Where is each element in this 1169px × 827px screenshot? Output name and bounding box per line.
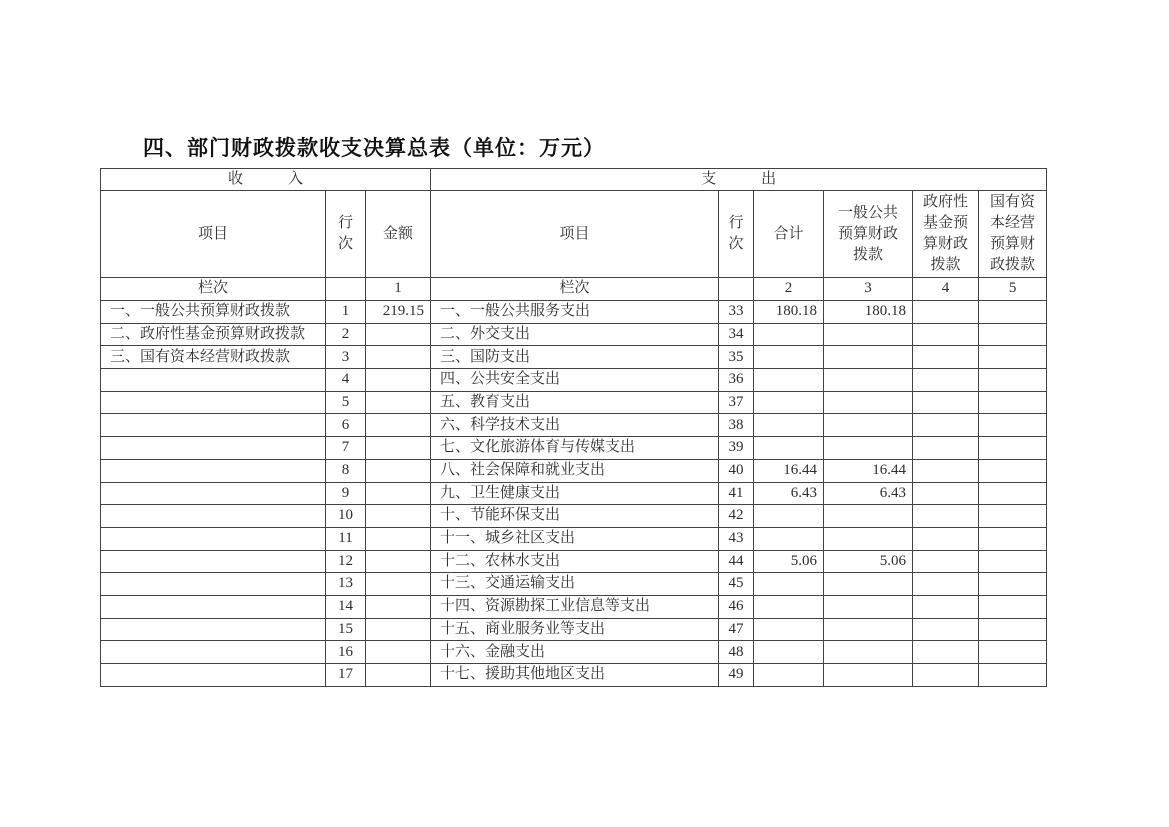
expense-item-cell: 四、公共安全支出	[431, 369, 719, 392]
table-row	[101, 391, 1047, 414]
income-item-cell	[101, 459, 326, 482]
income-item-cell	[101, 664, 326, 687]
expense-gov-fund-cell	[913, 391, 979, 414]
expense-total-cell: 16.44	[754, 459, 824, 482]
expense-item-cell: 十二、农林水支出	[431, 550, 719, 573]
expense-state-capital-cell	[979, 301, 1047, 324]
expense-item-cell: 十七、援助其他地区支出	[431, 664, 719, 687]
expense-state-capital-cell	[979, 414, 1047, 437]
expense-total-cell	[754, 323, 824, 346]
expense-item-cell: 三、国防支出	[431, 346, 719, 369]
expense-item-cell: 九、卫生健康支出	[431, 482, 719, 505]
income-amount-cell	[366, 618, 431, 641]
expense-general-budget-cell	[824, 437, 913, 460]
expense-general-budget-cell	[824, 664, 913, 687]
expense-gov-fund-cell	[913, 573, 979, 596]
income-item-cell	[101, 573, 326, 596]
column-index-row	[101, 278, 1047, 301]
expense-state-capital-cell	[979, 527, 1047, 550]
income-amount-header	[366, 191, 431, 278]
table-row	[101, 573, 1047, 596]
income-item-header-label: 项目	[197, 225, 228, 242]
income-line-cell: 12	[326, 550, 366, 573]
expense-gov-fund-cell	[913, 369, 979, 392]
expense-total-cell	[754, 346, 824, 369]
expense-total-cell	[754, 369, 824, 392]
income-line-cell: 11	[326, 527, 366, 550]
expense-item-cell: 十五、商业服务业等支出	[431, 618, 719, 641]
expense-gov-fund-cell	[913, 505, 979, 528]
income-amount-cell	[366, 391, 431, 414]
income-item-cell	[101, 550, 326, 573]
expense-general-index-cell: 3	[824, 278, 913, 301]
table-row	[101, 664, 1047, 687]
income-section-header: 收 入	[101, 169, 431, 191]
expense-total-header-label: 合计	[773, 225, 804, 242]
expense-line-cell: 46	[719, 595, 754, 618]
expense-general-budget-cell	[824, 505, 913, 528]
expense-gov-fund-cell	[913, 437, 979, 460]
expense-statecap-index-cell: 5	[979, 278, 1047, 301]
expense-line-cell: 36	[719, 369, 754, 392]
income-line-cell: 10	[326, 505, 366, 528]
table-row	[101, 550, 1047, 573]
table-row	[101, 414, 1047, 437]
expense-state-capital-cell	[979, 391, 1047, 414]
income-item-cell: 三、国有资本经营财政拨款	[101, 346, 326, 369]
expense-item-header	[431, 191, 719, 278]
income-line-cell: 1	[326, 301, 366, 324]
income-amount-cell: 219.15	[366, 301, 431, 324]
income-amount-cell	[366, 323, 431, 346]
expense-state-capital-cell	[979, 346, 1047, 369]
income-amount-cell	[366, 346, 431, 369]
income-line-cell: 4	[326, 369, 366, 392]
income-amount-cell	[366, 641, 431, 664]
expense-total-cell	[754, 595, 824, 618]
expense-line-cell: 40	[719, 459, 754, 482]
fiscal-table	[100, 168, 1047, 687]
income-line-cell: 15	[326, 618, 366, 641]
expense-gov-fund-cell	[913, 664, 979, 687]
expense-state-capital-header-label: 国有资本经营预算财政拨款	[990, 194, 1036, 273]
expense-total-cell: 180.18	[754, 301, 824, 324]
expense-item-cell: 七、文化旅游体育与传媒支出	[431, 437, 719, 460]
expense-total-cell	[754, 527, 824, 550]
income-amount-cell	[366, 550, 431, 573]
expense-gov-fund-cell	[913, 459, 979, 482]
income-index-label-cell: 栏次	[101, 278, 326, 301]
expense-item-cell: 二、外交支出	[431, 323, 719, 346]
expense-gov-fund-cell	[913, 323, 979, 346]
expense-state-capital-cell	[979, 641, 1047, 664]
expense-general-budget-cell	[824, 391, 913, 414]
page-title: 四、部门财政拨款收支决算总表（单位：万元）	[143, 137, 605, 160]
income-line-cell: 17	[326, 664, 366, 687]
income-item-cell	[101, 369, 326, 392]
expense-total-cell: 6.43	[754, 482, 824, 505]
expense-line-index-cell	[719, 278, 754, 301]
expense-total-cell	[754, 505, 824, 528]
expense-state-capital-cell	[979, 369, 1047, 392]
expense-general-budget-cell: 16.44	[824, 459, 913, 482]
expense-gov-fund-header-label: 政府性基金预算财政拨款	[923, 194, 969, 273]
income-item-cell: 一、一般公共预算财政拨款	[101, 301, 326, 324]
section-header-row	[101, 169, 1047, 191]
income-line-index-cell	[326, 278, 366, 301]
table-row	[101, 346, 1047, 369]
expense-total-index-cell: 2	[754, 278, 824, 301]
expense-section-header: 支 出	[431, 169, 1047, 191]
income-amount-cell	[366, 664, 431, 687]
expense-line-cell: 37	[719, 391, 754, 414]
income-line-cell: 13	[326, 573, 366, 596]
expense-line-cell: 42	[719, 505, 754, 528]
table-row	[101, 459, 1047, 482]
expense-state-capital-cell	[979, 595, 1047, 618]
expense-item-cell: 五、教育支出	[431, 391, 719, 414]
table-row	[101, 323, 1047, 346]
expense-gov-fund-cell	[913, 618, 979, 641]
income-line-cell: 14	[326, 595, 366, 618]
income-line-cell: 16	[326, 641, 366, 664]
expense-line-cell: 41	[719, 482, 754, 505]
income-amount-cell	[366, 573, 431, 596]
expense-general-budget-header	[824, 191, 913, 278]
income-item-cell	[101, 391, 326, 414]
expense-item-cell: 十四、资源勘探工业信息等支出	[431, 595, 719, 618]
expense-line-cell: 35	[719, 346, 754, 369]
income-line-header	[326, 191, 366, 278]
income-line-cell: 6	[326, 414, 366, 437]
expense-general-budget-cell	[824, 527, 913, 550]
expense-state-capital-cell	[979, 550, 1047, 573]
expense-line-header-label: 行次	[728, 215, 744, 252]
expense-total-cell	[754, 414, 824, 437]
expense-item-cell: 一、一般公共服务支出	[431, 301, 719, 324]
expense-line-cell: 45	[719, 573, 754, 596]
income-amount-cell	[366, 527, 431, 550]
expense-state-capital-cell	[979, 323, 1047, 346]
table-row	[101, 301, 1047, 324]
income-amount-cell	[366, 482, 431, 505]
income-item-cell	[101, 482, 326, 505]
income-item-cell: 二、政府性基金预算财政拨款	[101, 323, 326, 346]
expense-index-label-cell: 栏次	[431, 278, 719, 301]
table-row	[101, 641, 1047, 664]
expense-state-capital-cell	[979, 505, 1047, 528]
expense-general-budget-cell	[824, 369, 913, 392]
expense-line-cell: 48	[719, 641, 754, 664]
income-item-cell	[101, 505, 326, 528]
expense-line-cell: 47	[719, 618, 754, 641]
expense-item-cell: 十一、城乡社区支出	[431, 527, 719, 550]
expense-general-budget-cell	[824, 573, 913, 596]
table-row	[101, 369, 1047, 392]
expense-gov-fund-cell	[913, 550, 979, 573]
expense-general-budget-cell	[824, 595, 913, 618]
expense-item-cell: 八、社会保障和就业支出	[431, 459, 719, 482]
expense-state-capital-cell	[979, 664, 1047, 687]
expense-general-budget-cell: 180.18	[824, 301, 913, 324]
expense-gov-fund-cell	[913, 482, 979, 505]
expense-general-budget-cell: 5.06	[824, 550, 913, 573]
expense-total-header	[754, 191, 824, 278]
income-line-cell: 9	[326, 482, 366, 505]
income-amount-index-cell: 1	[366, 278, 431, 301]
expense-general-budget-cell	[824, 346, 913, 369]
income-amount-cell	[366, 369, 431, 392]
income-line-cell: 3	[326, 346, 366, 369]
table-row	[101, 482, 1047, 505]
table-row	[101, 527, 1047, 550]
expense-line-cell: 44	[719, 550, 754, 573]
income-item-cell	[101, 437, 326, 460]
expense-general-budget-cell	[824, 323, 913, 346]
expense-state-capital-header	[979, 191, 1047, 278]
expense-item-cell: 十三、交通运输支出	[431, 573, 719, 596]
expense-gov-fund-cell	[913, 346, 979, 369]
table-row	[101, 437, 1047, 460]
expense-gov-fund-header	[913, 191, 979, 278]
expense-state-capital-cell	[979, 618, 1047, 641]
income-item-cell	[101, 618, 326, 641]
expense-total-cell: 5.06	[754, 550, 824, 573]
income-item-cell	[101, 595, 326, 618]
income-amount-cell	[366, 505, 431, 528]
expense-general-budget-cell	[824, 618, 913, 641]
income-amount-header-label: 金额	[383, 225, 414, 242]
income-amount-cell	[366, 437, 431, 460]
expense-total-cell	[754, 618, 824, 641]
expense-line-cell: 43	[719, 527, 754, 550]
expense-state-capital-cell	[979, 437, 1047, 460]
income-line-cell: 2	[326, 323, 366, 346]
income-line-header-label: 行次	[337, 215, 353, 252]
expense-line-cell: 39	[719, 437, 754, 460]
expense-total-cell	[754, 391, 824, 414]
expense-state-capital-cell	[979, 482, 1047, 505]
income-item-cell	[101, 527, 326, 550]
income-item-cell	[101, 641, 326, 664]
expense-state-capital-cell	[979, 459, 1047, 482]
expense-total-cell	[754, 641, 824, 664]
expense-total-cell	[754, 573, 824, 596]
table-body	[101, 169, 1047, 687]
table-row	[101, 595, 1047, 618]
expense-line-header	[719, 191, 754, 278]
income-item-header	[101, 191, 326, 278]
expense-total-cell	[754, 664, 824, 687]
table-row	[101, 505, 1047, 528]
expense-line-cell: 49	[719, 664, 754, 687]
expense-gov-fund-cell	[913, 414, 979, 437]
expense-gov-fund-cell	[913, 595, 979, 618]
income-amount-cell	[366, 414, 431, 437]
expense-item-cell: 六、科学技术支出	[431, 414, 719, 437]
table-row	[101, 618, 1047, 641]
expense-item-header-label: 项目	[559, 225, 590, 242]
income-amount-cell	[366, 459, 431, 482]
column-header-row	[101, 191, 1047, 278]
expense-line-cell: 34	[719, 323, 754, 346]
income-line-cell: 5	[326, 391, 366, 414]
expense-general-budget-header-label: 一般公共预算财政拨款	[838, 204, 899, 263]
expense-general-budget-cell	[824, 414, 913, 437]
expense-govfund-index-cell: 4	[913, 278, 979, 301]
expense-general-budget-cell: 6.43	[824, 482, 913, 505]
expense-gov-fund-cell	[913, 641, 979, 664]
expense-line-cell: 38	[719, 414, 754, 437]
income-line-cell: 7	[326, 437, 366, 460]
income-amount-cell	[366, 595, 431, 618]
income-line-cell: 8	[326, 459, 366, 482]
expense-total-cell	[754, 437, 824, 460]
expense-item-cell: 十、节能环保支出	[431, 505, 719, 528]
expense-state-capital-cell	[979, 573, 1047, 596]
expense-general-budget-cell	[824, 641, 913, 664]
expense-item-cell: 十六、金融支出	[431, 641, 719, 664]
expense-gov-fund-cell	[913, 527, 979, 550]
expense-line-cell: 33	[719, 301, 754, 324]
expense-gov-fund-cell	[913, 301, 979, 324]
income-item-cell	[101, 414, 326, 437]
